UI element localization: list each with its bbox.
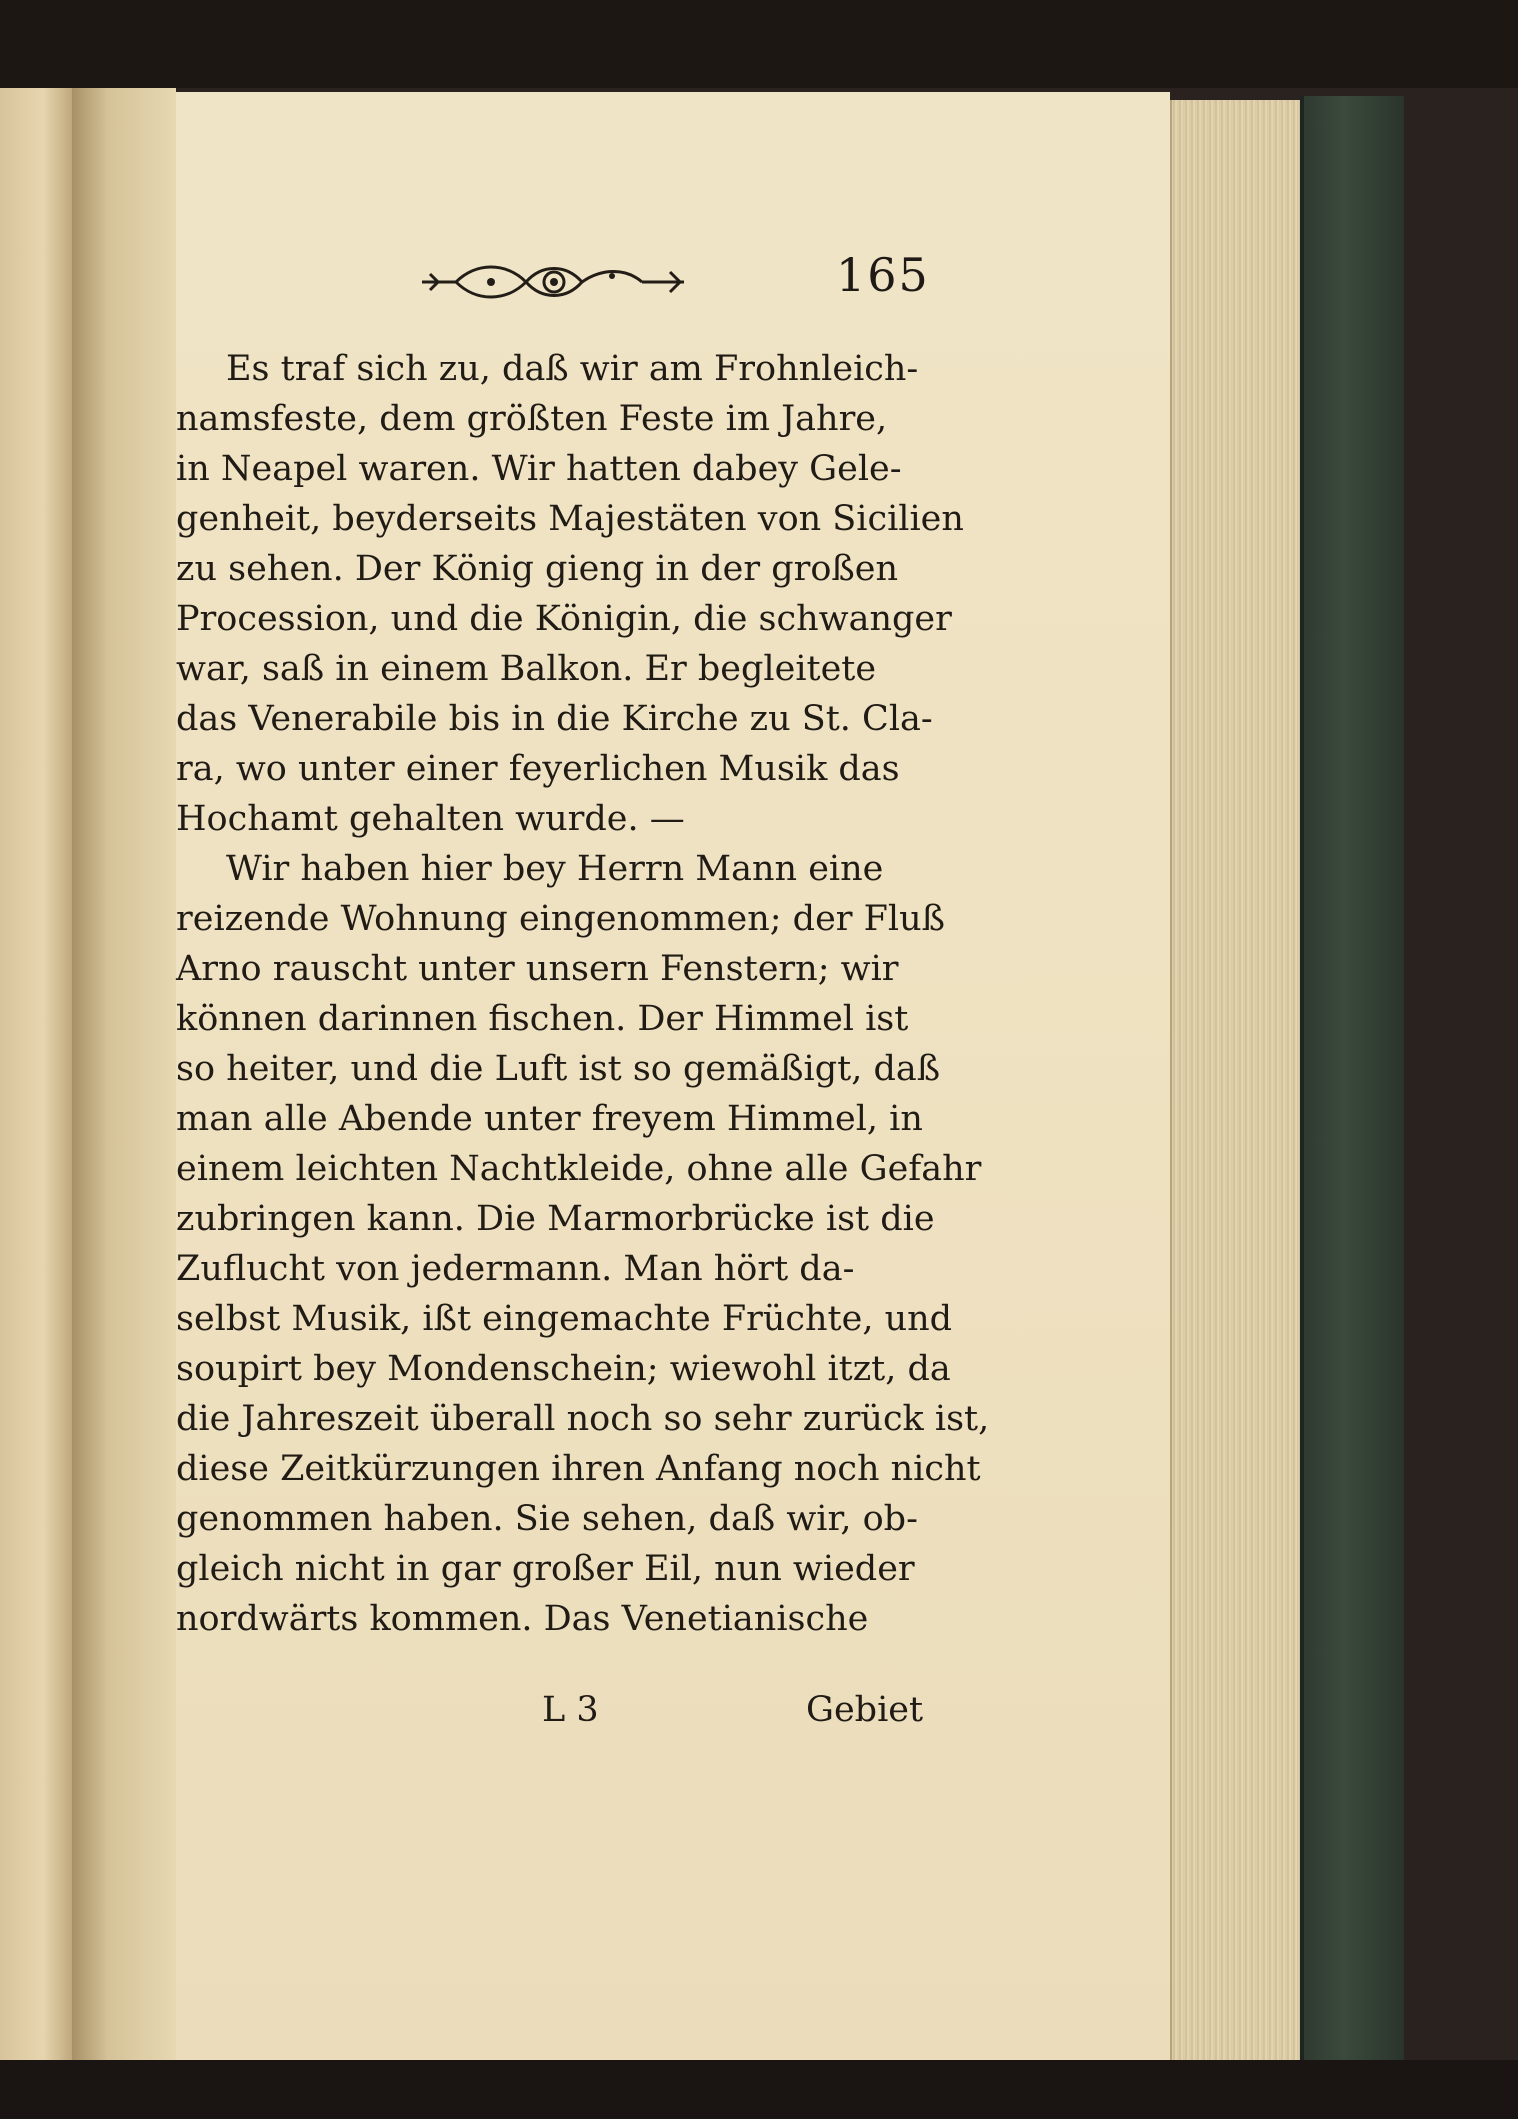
text-line	[176, 1244, 1170, 1294]
line-text: die Jahreszeit überall noch so sehr zurück ist,	[176, 1399, 990, 1439]
text-line	[176, 1394, 1170, 1444]
line-text: ra, wo unter einer feyerlichen Musik das	[176, 749, 900, 789]
line-text: können darinnen fischen. Der Himmel ist	[176, 999, 909, 1039]
line-text: genommen haben. Sie sehen, daß wir, ob-	[176, 1499, 918, 1539]
line-text: Wir haben hier bey Herrn Mann eine	[226, 849, 884, 889]
line-text: zu sehen. Der König gieng in der großen	[176, 549, 899, 589]
line-text: soupirt bey Mondenschein; wiewohl itzt, da	[176, 1349, 951, 1389]
scan-bottom-border	[0, 2060, 1518, 2119]
text-line	[176, 1544, 1170, 1594]
line-text: man alle Abende unter freyem Himmel, in	[176, 1099, 923, 1139]
page-block-edges	[1170, 100, 1302, 2060]
line-text: war, saß in einem Balkon. Er begleitete	[176, 649, 877, 689]
book-cover-board	[1300, 96, 1404, 2071]
line-text: genheit, beyderseits Majestäten von Sicilien	[176, 499, 964, 539]
text-line	[176, 1144, 1170, 1194]
book-gutter	[72, 88, 176, 2088]
line-text: reizende Wohnung eingenommen; der Fluß	[176, 899, 946, 939]
text-line	[176, 1444, 1170, 1494]
catchword: Gebiet	[806, 1690, 924, 1730]
page-header	[176, 248, 1170, 328]
line-text: so heiter, und die Luft ist so gemäßigt, daß	[176, 1049, 941, 1089]
text-line	[176, 1294, 1170, 1344]
text-line	[176, 894, 1170, 944]
line-text: Hochamt gehalten wurde. —	[176, 799, 685, 839]
text-line	[176, 844, 1170, 894]
text-line	[176, 1044, 1170, 1094]
text-line	[176, 494, 1170, 544]
line-text: Procession, und die Königin, die schwanger	[176, 599, 952, 639]
text-line	[176, 394, 1170, 444]
line-text: selbst Musik, ißt eingemachte Früchte, und	[176, 1299, 953, 1339]
signature-mark: L 3	[542, 1690, 599, 1730]
page-footer	[176, 1690, 1170, 1750]
line-text: zubringen kann. Die Marmorbrücke ist die	[176, 1199, 935, 1239]
text-line	[176, 744, 1170, 794]
line-text: nordwärts kommen. Das Venetianische	[176, 1599, 869, 1639]
line-text: diese Zeitkürzungen ihren Anfang noch nicht	[176, 1449, 981, 1489]
line-text: namsfeste, dem größten Feste im Jahre,	[176, 399, 888, 439]
line-text: einem leichten Nachtkleide, ohne alle Gefahr	[176, 1149, 982, 1189]
text-line	[176, 694, 1170, 744]
line-text: gleich nicht in gar großer Eil, nun wieder	[176, 1549, 915, 1589]
text-line	[176, 1344, 1170, 1394]
page-number: 165	[836, 248, 930, 302]
line-text: Arno rauscht unter unsern Fenstern; wir	[176, 949, 899, 989]
text-line	[176, 344, 1170, 394]
line-text: in Neapel waren. Wir hatten dabey Gele-	[176, 449, 902, 489]
text-line	[176, 594, 1170, 644]
line-text: Zuflucht von jedermann. Man hört da-	[176, 1249, 855, 1289]
line-text: Es traf sich zu, daß wir am Frohnleich-	[226, 349, 919, 389]
text-line	[176, 1194, 1170, 1244]
text-line	[176, 794, 1170, 844]
text-line	[176, 444, 1170, 494]
line-text: das Venerabile bis in die Kirche zu St. Cla-	[176, 699, 933, 739]
text-line	[176, 1594, 1170, 1644]
header-ornament-icon	[416, 256, 692, 308]
facing-page-edge	[0, 88, 75, 2088]
text-line	[176, 1094, 1170, 1144]
text-line	[176, 544, 1170, 594]
text-line	[176, 944, 1170, 994]
scan-top-border	[0, 0, 1518, 88]
text-line	[176, 1494, 1170, 1544]
text-line	[176, 994, 1170, 1044]
text-line	[176, 644, 1170, 694]
